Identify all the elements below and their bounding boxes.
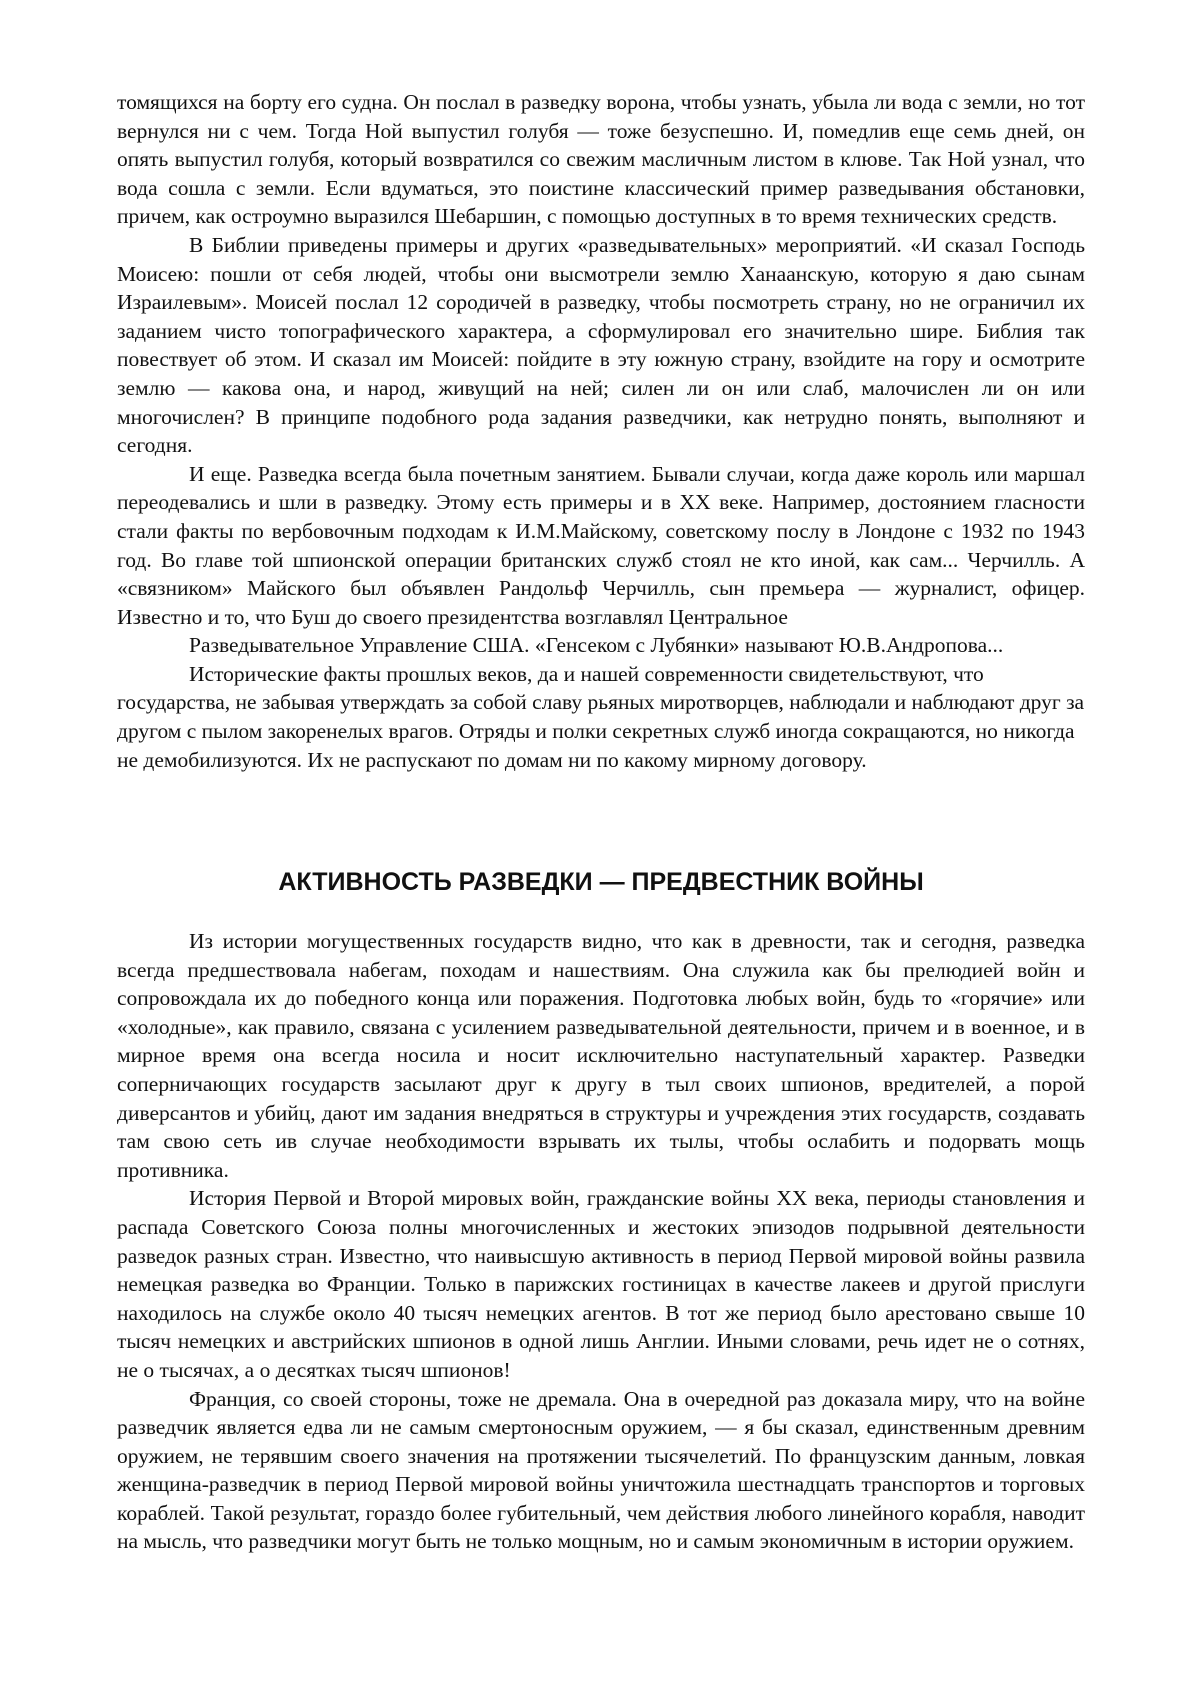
- paragraph: Франция, со своей стороны, тоже не дремала. Она в очередной раз доказала миру, что на войне разведчик является едва ли не самым смертоносным оружием, — я бы сказал, единственным древним оружием, не терявшим своего значения на протяжении тысячелетий. По французским данным, ловкая женщина-разведчик в период Первой мировой войны уничтожила шестнадцать транспортов и торговых кораблей. Такой результат, гораздо более губительный, чем действия любого линейного корабля, наводит на мысль, что разведчики могут быть не только мощным, но и самым экономичным в истории оружием.: [117, 1386, 1085, 1554]
- paragraph: Разведывательное Управление США. «Генсеком с Лубянки» называют Ю.В.Андропова...: [189, 633, 1004, 658]
- section-heading: АКТИВНОСТЬ РАЗВЕДКИ — ПРЕДВЕСТНИК ВОЙНЫ: [278, 868, 924, 896]
- section-main: [117, 927, 1085, 1556]
- section-intro: [117, 88, 1085, 774]
- paragraph: В Библии приведены примеры и других «разведывательных» мероприятий. «И сказал Господь Моисею: пошли от себя людей, чтобы они высмотрели землю Ханаанскую, которую я даю сынам Израилевым». Моисей послал 12 сородичей в разведку, чтобы посмотреть страну, но не ограничил их заданием чисто топографического характера, а сформулировал его значительно шире. Библия так повествует об этом. И сказал им Моисей: пойдите в эту южную страну, взойдите на гору и осмотрите землю — какова она, и народ, живущий на ней; силен ли он или слаб, малочислен ли он или многочислен? В принципе подобного рода задания разведчики, как нетрудно понять, выполняют и сегодня.: [117, 232, 1085, 458]
- paragraph: Исторические факты прошлых веков, да и нашей современности свидетельствуют, что государства, не забывая утверждать за собой славу рьяных миротворцев, наблюдали и наблюдают друг за другом с пылом закоренелых врагов. Отряды и полки секретных служб иногда сокращаются, но никогда не демобилизуются. Их не распускают по домам ни по какому мирному договору.: [117, 661, 1085, 772]
- paragraph: томящихся на борту его судна. Он послал в разведку ворона, чтобы узнать, убыла ли вода с земли, но тот вернулся ни с чем. Тогда Ной выпустил голубя — тоже безуспешно. И, помедлив еще семь дней, он опять выпустил голубя, который возвратился со свежим масличным листом в клюве. Так Ной узнал, что вода сошла с земли. Если вдуматься, это поистине классический пример разведывания обстановки, причем, как остроумно выразился Шебаршин, с помощью доступных в то время технических средств.: [117, 90, 1085, 229]
- paragraph: И еще. Разведка всегда была почетным занятием. Бывали случаи, когда даже король или маршал переодевались и шли в разведку. Этому есть примеры и в XX веке. Например, достоянием гласности стали факты по вербовочным подходам к И.М.Майскому, советскому послу в Лондоне с 1932 по 1943 год. Во главе той шпионской операции британских служб стоял не кто иной, как сам... Черчилль. А «связником» Майского был объявлен Рандольф Черчилль, сын премьера — журналист, офицер. Известно и то, что Буш до своего президентства возглавлял Центральное: [117, 461, 1085, 629]
- paragraph: Из истории могущественных государств видно, что как в древности, так и сегодня, разведка всегда предшествовала набегам, походам и нашествиям. Она служила как бы прелюдией войн и сопровождала их до победного конца или поражения. Подготовка любых войн, будь то «горячие» или «холодные», как правило, связана с усилением разведывательной деятельности, причем и в военное, и в мирное время она всегда носила и носит исключительно наступательный характер. Разведки соперничающих государств засылают друг к другу в тыл своих шпионов, вредителей, а порой диверсантов и убийц, дают им задания внедряться в структуры и учреждения этих государств, создавать там свою сеть ив случае необходимости взрывать их тылы, чтобы ослабить и подорвать мощь противника.: [117, 929, 1085, 1182]
- paragraph: История Первой и Второй мировых войн, гражданские войны XX века, периоды становления и распада Советского Союза полны многочисленных и жестоких эпизодов подрывной деятельности разведок разных стран. Известно, что наивысшую активность в период Первой мировой войны развила немецкая разведка во Франции. Только в парижских гостиницах в качестве лакеев и другой прислуги находилось на службе около 40 тысяч немецких агентов. В тот же период было арестовано свыше 10 тысяч немецких и австрийских шпионов в одной лишь Англии. Иными словами, речь идет не о сотнях, не о тысячах, а о десятках тысяч шпионов!: [117, 1186, 1085, 1382]
